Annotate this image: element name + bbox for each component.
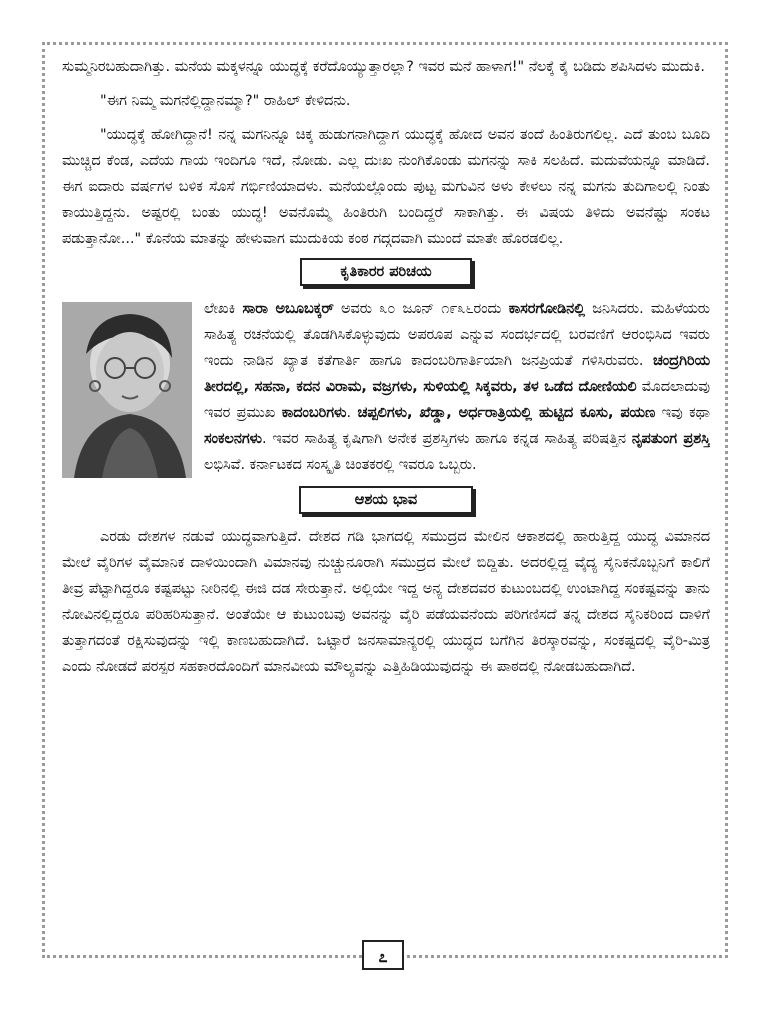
page-content [62,54,710,680]
text-run: ಜನಿಸಿದರು. ಮಹಿಳೆಯರು ಸಾಹಿತ್ಯ ರಚನೆಯಲ್ಲಿ ತೊಡಗಿಸಿಕೊಳ್ಳುವುದು ಅಪರೂಪ ಎನ್ನುವ ಸಂದರ್ಭದಲ್ಲಿ ಬರವಣಿಗೆ ಆರಂಭಿಸಿದ ಇವರು ಇಂದು ನಾಡಿನ ಖ್ಯಾತ ಕತೆಗಾರ್ತಿ ಹಾಗೂ ಕಾದಂಬರಿಗಾರ್ತಿಯಾಗಿ ಜನಪ್ರಿಯತೆ ಗಳಿಸಿರುವರು. [204,301,710,369]
novels-label: ಕಾದಂಬರಿಗಳು [281,405,347,421]
text-run: ಲೇಖಕಿ [204,301,243,317]
text-run: ಮೊದಲಾದುವು ಇವರ ಪ್ರಮುಖ [204,379,710,421]
theme-heading: ಆಶಯ ಭಾವ [299,486,473,514]
story-paragraph-3: "ಯುದ್ಧಕ್ಕೆ ಹೋಗಿದ್ದಾನೆ! ನನ್ನ ಮಗನಿನ್ನೂ ಚಿಕ್ಕ ಹುಡುಗನಾಗಿದ್ದಾಗ ಯುದ್ಧಕ್ಕೆ ಹೋದ ಅವನ ತಂದೆ ಹಿಂತಿರುಗಲಿಲ್ಲ. ಎದೆ ತುಂಬ ಬೂದಿ ಮುಚ್ಚಿದ ಕೆಂಡ, ಎದೆಯ ಗಾಯ ಇಂದಿಗೂ ಇದೆ, ನೋಡು. ಎಲ್ಲ ದುಃಖ ನುಂಗಿಕೊಂಡು ಮಗನನ್ನು ಸಾಕಿ ಸಲಹಿದೆ. ಮದುವೆಯನ್ನೂ ಮಾಡಿದೆ. ಈಗ ಐದಾರು ವರ್ಷಗಳ ಬಳಿಕ ಸೊಸೆ ಗರ್ಭಿಣಿಯಾದಳು. ಮನೆಯಲ್ಲೊಂದು ಪುಟ್ಟ ಮಗುವಿನ ಅಳು ಕೇಳಲು ನನ್ನ ಮಗನು ತುದಿಗಾಲಲ್ಲಿ ನಿಂತು ಕಾಯುತ್ತಿದ್ದನು. ಅಷ್ಟರಲ್ಲಿ ಬಂತು ಯುದ್ಧ! ಅವನೊಮ್ಮೆ ಹಿಂತಿರುಗಿ ಬಂದಿದ್ದರೆ ಸಾಕಾಗಿತ್ತು. ಈ ವಿಷಯ ತಿಳಿದು ಅವನೆಷ್ಟು ಸಂಕಟ ಪಡುತ್ತಾನೋ..." ಕೊನೆಯ ಮಾತನ್ನು ಹೇಳುವಾಗ ಮುದುಕಿಯ ಕಂಠ ಗದ್ಗದವಾಗಿ ಮುಂದೆ ಮಾತೇ ಹೊರಡಲಿಲ್ಲ. [62,127,710,247]
author-intro-section [62,296,710,482]
award-name: ನೃಪತುಂಗ ಪ್ರಶಸ್ತಿ [631,431,710,447]
author-name: ಸಾರಾ ಅಬೂಬಕ್ಕರ್ [242,301,334,317]
story-paragraph-2: "ಈಗ ನಿಮ್ಮ ಮಗನೆಲ್ಲಿದ್ದಾನಮ್ಮಾ?" ರಾಹಿಲ್ ಕೇಳಿದನು. [100,93,351,109]
author-portrait-image [62,302,192,478]
text-run: ಲಭಿಸಿವೆ. ಕರ್ನಾಟಕದ ಸಂಸ್ಕೃತಿ ಚಿಂತಕರಲ್ಲಿ ಇವರೂ ಒಬ್ಬರು. [204,457,477,473]
author-intro-heading: ಕೃತಿಕಾರರ ಪರಿಚಯ [300,258,472,286]
text-run: . ಇವರ ಸಾಹಿತ್ಯ ಕೃಷಿಗಾಗಿ ಅನೇಕ ಪ್ರಶಸ್ತಿಗಳು ಹಾಗೂ ಕನ್ನಡ ಸಾಹಿತ್ಯ ಪರಿಷತ್ತಿನ [262,431,632,447]
novel-titles: ಚಂದ್ರಗಿರಿಯ ತೀರದಲ್ಲಿ, ಸಹನಾ, ಕದನ ವಿರಾಮ, ವಜ್ರಗಳು, ಸುಳಿಯಲ್ಲಿ ಸಿಕ್ಕವರು, ತಳ ಒಡೆದ ದೋಣಿಯಲಿ [204,353,710,395]
text-run: ಅವರು ೩೦ ಜೂನ್ ೧೯೩೬ರಂದು [333,301,509,317]
story-collection-titles: ಚಪ್ಪಲಿಗಳು, ಖೆಡ್ಡಾ, ಅರ್ಧರಾತ್ರಿಯಲ್ಲಿ ಹುಟ್ಟಿದ ಕೂಸು, ಪಯಣ [357,405,656,421]
page-number-badge: ೭ [362,940,404,970]
story-paragraph-1: ಸುಮ್ಮನಿರಬಹುದಾಗಿತ್ತು. ಮನೆಯ ಮಕ್ಕಳನ್ನೂ ಯುದ್ಧಕ್ಕೆ ಕರೆದೊಯ್ಯುತ್ತಾರಲ್ಲಾ? ಇವರ ಮನೆ ಹಾಳಾಗ!" ನೆಲಕ್ಕೆ ಕೈ ಬಡಿದು ಶಪಿಸಿದಳು ಮುದುಕಿ. [62,59,705,75]
portrait-illustration [62,302,192,478]
theme-paragraph: ಎರಡು ದೇಶಗಳ ನಡುವೆ ಯುದ್ಧವಾಗುತ್ತಿದೆ. ದೇಶದ ಗಡಿ ಭಾಗದಲ್ಲಿ ಸಮುದ್ರದ ಮೇಲಿನ ಆಕಾಶದಲ್ಲಿ ಹಾರುತ್ತಿದ್ದ ಯುದ್ಧ ವಿಮಾನದ ಮೇಲೆ ವೈರಿಗಳ ವೈಮಾನಿಕ ದಾಳಿಯಿಂದಾಗಿ ವಿಮಾನವು ನುಚ್ಚುನೂರಾಗಿ ಸಮುದ್ರದ ಮೇಲೆ ಬಿದ್ದಿತು. ಅದರಲ್ಲಿದ್ದ ವೈದ್ಯ ಸೈನಿಕನೊಬ್ಬನಿಗೆ ಕಾಲಿಗೆ ತೀವ್ರ ಪೆಟ್ಟಾಗಿದ್ದರೂ ಕಷ್ಟಪಟ್ಟು ನೀರಿನಲ್ಲಿ ಈಜಿ ದಡ ಸೇರುತ್ತಾನೆ. ಅಲ್ಲಿಯೇ ಇದ್ದ ಅನ್ಯ ದೇಶದವರ ಕುಟುಂಬದಲ್ಲಿ ಉಂಟಾಗಿದ್ದ ಸಂಕಷ್ಟವನ್ನು ತಾನು ನೋವಿನಲ್ಲಿದ್ದರೂ ಪರಿಹರಿಸುತ್ತಾನೆ. ಅಂತೆಯೇ ಆ ಕುಟುಂಬವು ಅವನನ್ನು ವೈರಿ ಪಡೆಯವನೆಂದು ಪರಿಗಣಿಸದೆ ತನ್ನ ದೇಶದ ಸೈನಿಕರಿಂದ ದಾಳಿಗೆ ತುತ್ತಾಗದಂತೆ ರಕ್ಷಿಸುವುದನ್ನು ಇಲ್ಲಿ ಕಾಣಬಹುದಾಗಿದೆ. ಒಟ್ಟಾರೆ ಜನಸಾಮಾನ್ಯರಲ್ಲಿ ಯುದ್ಧದ ಬಗೆಗಿನ ತಿರಸ್ಕಾರವನ್ನು, ಸಂಕಷ್ಟದಲ್ಲಿ ವೈರಿ-ಮಿತ್ರ ಎಂದು ನೋಡದೆ ಪರಸ್ಪರ ಸಹಕಾರದೊಂದಿಗೆ ಮಾನವೀಯ ಮೌಲ್ಯವನ್ನು ಎತ್ತಿಹಿಡಿಯುವುದನ್ನು ಈ ಪಾಠದಲ್ಲಿ ನೋಡಬಹುದಾಗಿದೆ. [62,529,710,675]
text-run: ಇವು ಕಥಾ [655,405,710,421]
birthplace: ಕಾಸರಗೋಡಿನಲ್ಲಿ [508,301,586,317]
collections-label: ಸಂಕಲನಗಳು [204,431,262,447]
text-run: . [346,405,358,421]
